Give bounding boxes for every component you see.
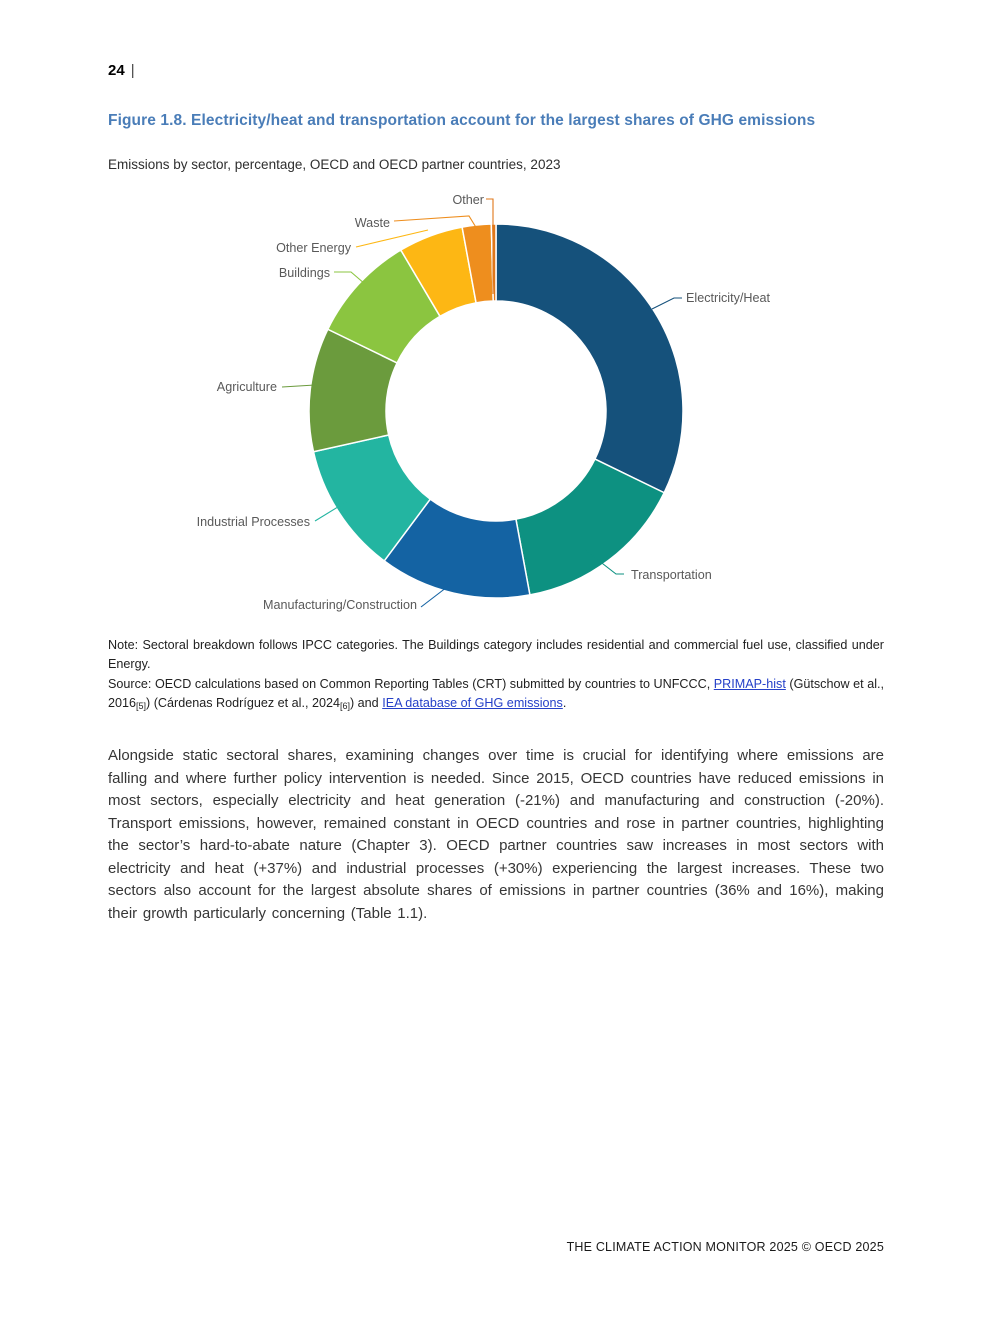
donut-svg — [108, 188, 884, 630]
footer-text: THE CLIMATE ACTION MONITOR 2025 © OECD 2025 — [566, 1240, 884, 1254]
source-text-mid2: ) (Cárdenas Rodríguez et al., 2024 — [146, 696, 340, 711]
segment-label-other: Other — [452, 193, 484, 207]
source-text-mid3: ) and — [349, 696, 383, 711]
body-paragraph: Alongside static sectoral shares, examining changes over time is crucial for identifying where emissions are falling and where further policy intervention is needed. Since 2015, OECD countries have reduced emissions in most sectors, especially electricity and heat generation (-21%) and manufacturing and construction (-20%). Transport emissions, however, remained constant in OECD countries and rose in partner countries, highlighting the sector’s hard-to-abate nature (Chapter 3). OECD partner countries saw increases in most sectors with electricity and heat (+37%) and industrial processes (+30%) experiencing the largest increases. These two sectors also account for the largest absolute shares of emissions in partner countries (36% and 16%), making their growth particularly concerning (Table 1.1). — [108, 747, 884, 922]
donut-segment-electricity-heat — [496, 224, 683, 493]
source-text-mid1: (Gütschow et al., 2016 — [108, 676, 884, 711]
page-header — [108, 62, 884, 79]
leader-line-electricity-heat — [652, 298, 682, 309]
source-paragraph — [108, 675, 884, 714]
link-primap-hist[interactable]: PRIMAP-hist — [713, 676, 786, 691]
segment-label-transportation: Transportation — [631, 568, 712, 582]
note-paragraph: Note: Sectoral breakdown follows IPCC categories. The Buildings category includes residential and commercial fuel use, classified under Energy. — [108, 638, 884, 672]
segment-label-electricity-heat: Electricity/Heat — [686, 291, 770, 305]
figure-notes — [108, 636, 884, 714]
page-number: 24 — [108, 62, 125, 79]
citation-ref-5: [5] — [136, 701, 147, 712]
citation-ref-6: [6] — [339, 701, 350, 712]
source-text-prefix: Source: OECD calculations based on Common Reporting Tables (CRT) submitted by countries to UNFCCC, — [108, 676, 714, 691]
segment-label-waste: Waste — [354, 216, 390, 230]
segment-label-manufacturing-construction: Manufacturing/Construction — [262, 598, 417, 612]
segment-label-buildings: Buildings — [278, 266, 330, 280]
page-number-separator: | — [130, 62, 135, 79]
segment-label-industrial-processes: Industrial Processes — [196, 515, 310, 529]
source-text-suffix: . — [562, 696, 567, 711]
segment-label-agriculture: Agriculture — [216, 380, 277, 394]
figure-subtitle: Emissions by sector, percentage, OECD and OECD partner countries, 2023 — [108, 157, 561, 172]
donut-chart — [108, 188, 884, 630]
segment-label-other-energy: Other Energy — [276, 241, 351, 255]
figure-title: Figure 1.8. Electricity/heat and transportation account for the largest shares of GHG emissions — [108, 112, 816, 129]
link-iea-ghg-database[interactable]: IEA database of GHG emissions — [382, 696, 563, 711]
